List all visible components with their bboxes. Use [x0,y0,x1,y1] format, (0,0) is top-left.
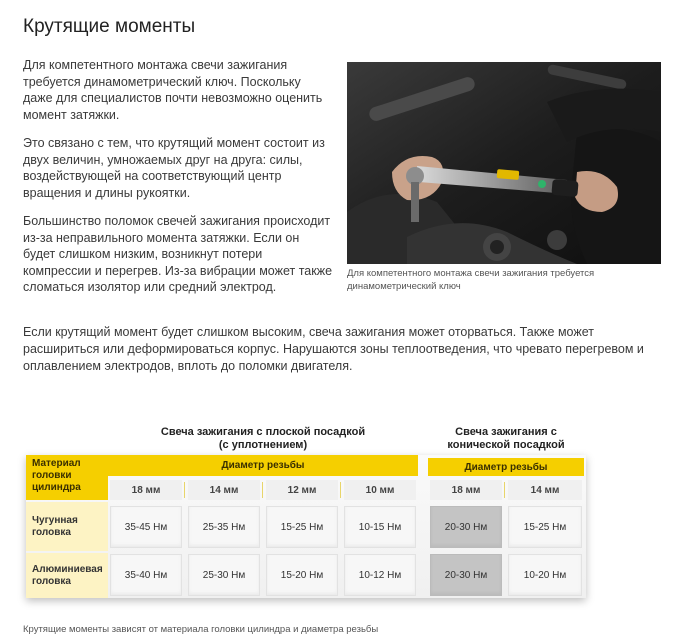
intro-text [23,57,333,308]
conical-seat-title [428,426,584,452]
torque-cell: 35-45 Нм [110,506,182,548]
torque-cell: 20-30 Нм [430,506,502,548]
material-header-line3: цилиндра [32,482,81,493]
flat-seat-title-line1: Свеча зажигания с плоской посадкой [160,426,366,438]
material-header [26,455,108,500]
row-label-aluminium [26,553,108,598]
torque-cell: 10-20 Нм [508,554,582,596]
page-title: Крутящие моменты [23,16,196,37]
size-header: 18 мм [110,480,182,500]
column-separator [340,482,341,498]
torque-cell: 35-40 Нм [110,554,182,596]
torque-cell: 15-25 Нм [508,506,582,548]
photo-caption: Для компетентного монтажа свечи зажигания требуется динамометрический ключ [347,268,595,292]
size-header: 10 мм [344,480,416,500]
column-separator [262,482,263,498]
torque-cell: 10-15 Нм [344,506,416,548]
intro-paragraph-1: Для компетентного монтажа свечи зажигания требуется динамометрический ключ. Поскольку даже для специалистов почти невозможно оценить момент затяжки. [23,58,323,122]
size-header: 18 мм [430,480,502,500]
material-header-line1: Материал [32,458,81,469]
conical-seat-title-line2: конической посадкой [447,439,565,451]
row-label-cast-iron [26,502,108,551]
torque-cell: 15-20 Нм [266,554,338,596]
flat-seat-title [108,426,418,452]
size-header: 14 мм [508,480,582,500]
conical-seat-title-line1: Свеча зажигания с [455,426,557,438]
column-separator [184,482,185,498]
material-header-line2: головки [32,470,72,481]
torque-cell: 15-25 Нм [266,506,338,548]
torque-cell: 25-35 Нм [188,506,260,548]
torque-wrench-photo [347,62,661,264]
row-label-line1: Алюминиевая [32,563,103,575]
photo-figure [347,62,661,293]
flat-thread-bar: Диаметр резьбы [108,455,418,476]
intro-paragraph-3: Большинство поломок свечей зажигания происходит из-за неправильного момента затяжки. Если он будет слишком низким, возникнут потери компрессии и перегрев. Из-за вибрации может также сломаться изолятор или средний электрод. [23,214,333,294]
row-label-line1: Чугунная [32,514,78,526]
size-header: 12 мм [266,480,338,500]
row-label-line2: головка [32,575,71,587]
wide-paragraph: Если крутящий момент будет слишком высоким, свеча зажигания может оторваться. Также может расшириться или деформироваться корпус. Нарушаются зоны теплоотведения, что чревато перегревом и оплавлением электродов, вплоть до поломки двигателя. [23,325,644,373]
torque-cell: 20-30 Нм [430,554,502,596]
intro-paragraph-2: Это связано с тем, что крутящий момент состоит из двух величин, умножаемых друг на друга: силы, воздействующей на соответствующий центр вращения и длины рукоятки. [23,136,325,200]
size-header: 14 мм [188,480,260,500]
torque-cell: 10-12 Нм [344,554,416,596]
torque-cell: 25-30 Нм [188,554,260,596]
flat-seat-title-line2: (с уплотнением) [218,439,308,451]
row-label-line2: головка [32,526,71,538]
table-caption: Крутящие моменты зависят от материала головки цилиндра и диаметра резьбы [23,624,379,635]
conical-thread-bar: Диаметр резьбы [428,458,584,476]
column-separator [504,482,505,498]
